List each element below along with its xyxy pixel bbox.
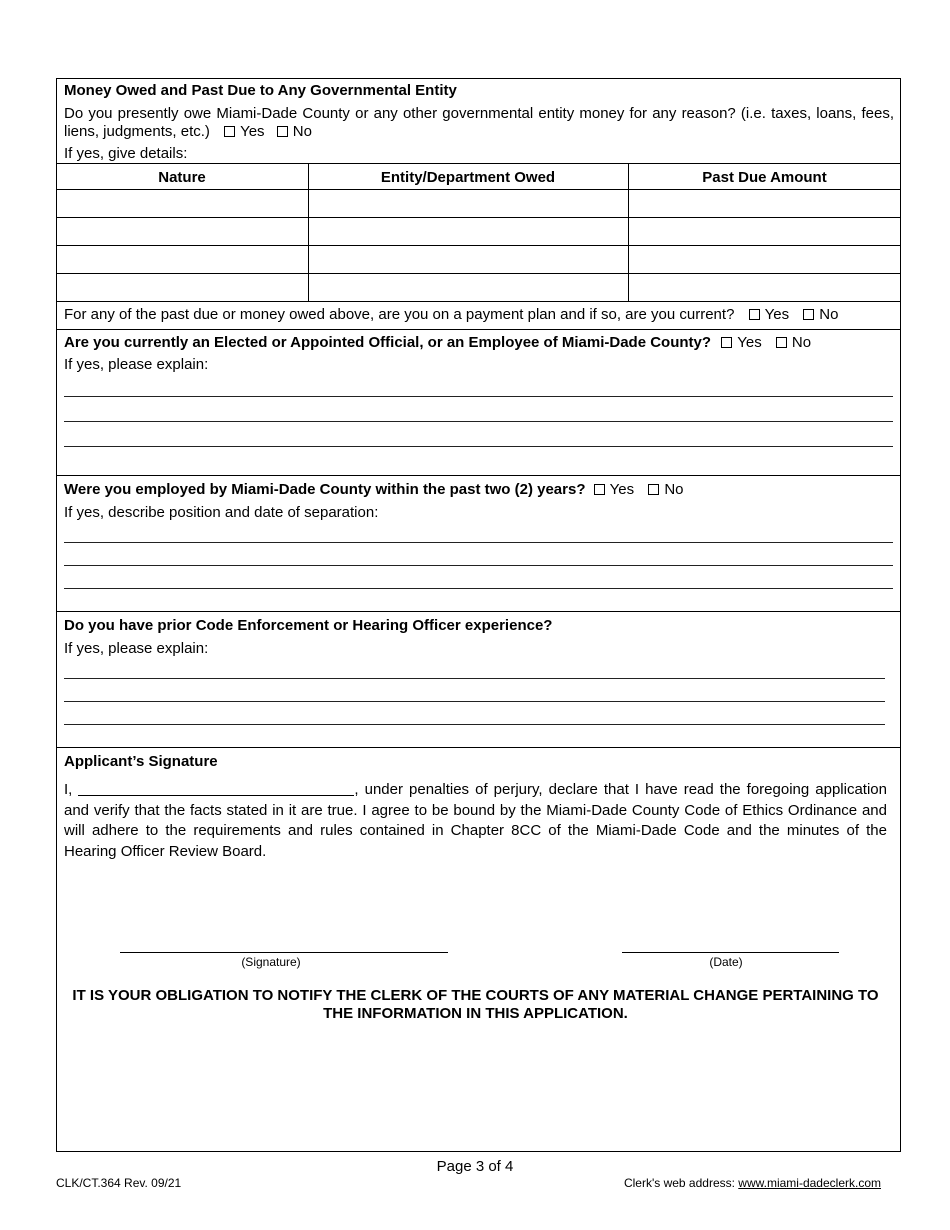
employed-answer-line[interactable] [64,542,893,543]
table-cell-amount-2[interactable] [629,218,901,245]
table-top-border [56,163,901,164]
section-divider [56,475,901,476]
money-owed-question: Do you presently owe Miami-Dade County or any other governmental entity money for any reason? (i.e. taxes, loans, fees, liens, judgments, etc.) Yes No [64,105,894,140]
experience-answer-line[interactable] [64,678,885,679]
table-header-entity: Entity/Department Owed [380,169,556,186]
money-owed-title: Money Owed and Past Due to Any Governmental Entity [64,82,457,99]
money-owed-yes-label: Yes [240,123,265,140]
table-cell-amount-3[interactable] [629,246,901,273]
clerk-web-address [624,1176,881,1190]
table-cell-entity-2[interactable] [309,218,628,245]
payment-plan-yes-checkbox[interactable] [749,309,760,320]
web-address-link[interactable]: www.miami-dadeclerk.com [738,1176,881,1190]
signature-line[interactable] [120,952,448,953]
table-header-amount: Past Due Amount [702,169,827,186]
money-owed-no-label: No [292,123,312,140]
payment-plan-no-label: No [819,306,839,323]
official-prompt: If yes, please explain: [64,356,209,373]
section-divider [56,747,901,748]
money-owed-no-checkbox[interactable] [277,126,288,137]
table-cell-entity-4[interactable] [309,274,628,301]
page-number: Page 3 of 4 [436,1158,514,1175]
employed-answer-line[interactable] [64,588,893,589]
table-cell-amount-1[interactable] [629,190,901,217]
form-code: CLK/CT.364 Rev. 09/21 [56,1176,182,1190]
payment-plan-yes-label: Yes [764,306,790,323]
signature-label: (Signature) [241,955,301,969]
experience-answer-line[interactable] [64,724,885,725]
official-no-checkbox[interactable] [776,337,787,348]
table-header-nature: Nature [158,169,206,186]
details-prompt: If yes, give details: [64,145,188,162]
obligation-notice: IT IS YOUR OBLIGATION TO NOTIFY THE CLERK OF THE COURTS OF ANY MATERIAL CHANGE PERTAINING TO THE INFORMATION IN THIS APPLICATION. [72,987,879,1022]
declaration-text: I, , under penalties of perjury, declare that I have read the foregoing application and verify that the facts stated in it are true. I agree to be bound by the Miami-Dade County Code of Ethics Ordinance and will adhere to the requirements and rules contained in Chapter 8CC of the Miami-Dade Code and the minutes of the Hearing Officer Review Board. [64,781,887,861]
signature-section-title: Applicant’s Signature [64,753,218,770]
official-answer-line[interactable] [64,421,893,422]
date-label: (Date) [709,955,743,969]
employed-prompt: If yes, describe position and date of separation: [64,504,379,521]
employed-yes-checkbox[interactable] [594,484,605,495]
table-cell-nature-3[interactable] [56,246,308,273]
section-divider [56,329,901,330]
section-divider [56,611,901,612]
experience-prompt: If yes, please explain: [64,640,209,657]
official-answer-line[interactable] [64,396,893,397]
official-yes-label: Yes [737,334,762,351]
employed-no-label: No [664,481,684,498]
payment-plan-question: For any of the past due or money owed above, are you on a payment plan and if so, are you current? Yes No [64,306,839,323]
table-cell-entity-1[interactable] [309,190,628,217]
experience-question: Do you have prior Code Enforcement or Hearing Officer experience? [64,617,553,634]
employed-yes-label: Yes [609,481,635,498]
table-cell-entity-3[interactable] [309,246,628,273]
table-cell-nature-2[interactable] [56,218,308,245]
table-cell-nature-4[interactable] [56,274,308,301]
applicant-name-field[interactable] [78,781,354,796]
table-cell-amount-4[interactable] [629,274,901,301]
money-owed-yes-checkbox[interactable] [224,126,235,137]
employed-no-checkbox[interactable] [648,484,659,495]
official-answer-line[interactable] [64,446,893,447]
web-address-label: Clerk's web address: [623,1176,735,1190]
date-line[interactable] [622,952,839,953]
experience-answer-line[interactable] [64,701,885,702]
table-divider [56,301,901,302]
employed-answer-line[interactable] [64,565,893,566]
employed-question: Were you employed by Miami-Dade County within the past two (2) years? Yes No [64,481,684,498]
official-no-label: No [791,334,812,351]
table-cell-nature-1[interactable] [56,190,308,217]
official-question: Are you currently an Elected or Appointed Official, or an Employee of Miami-Dade County? Yes No [64,334,812,351]
official-yes-checkbox[interactable] [721,337,732,348]
payment-plan-no-checkbox[interactable] [803,309,814,320]
